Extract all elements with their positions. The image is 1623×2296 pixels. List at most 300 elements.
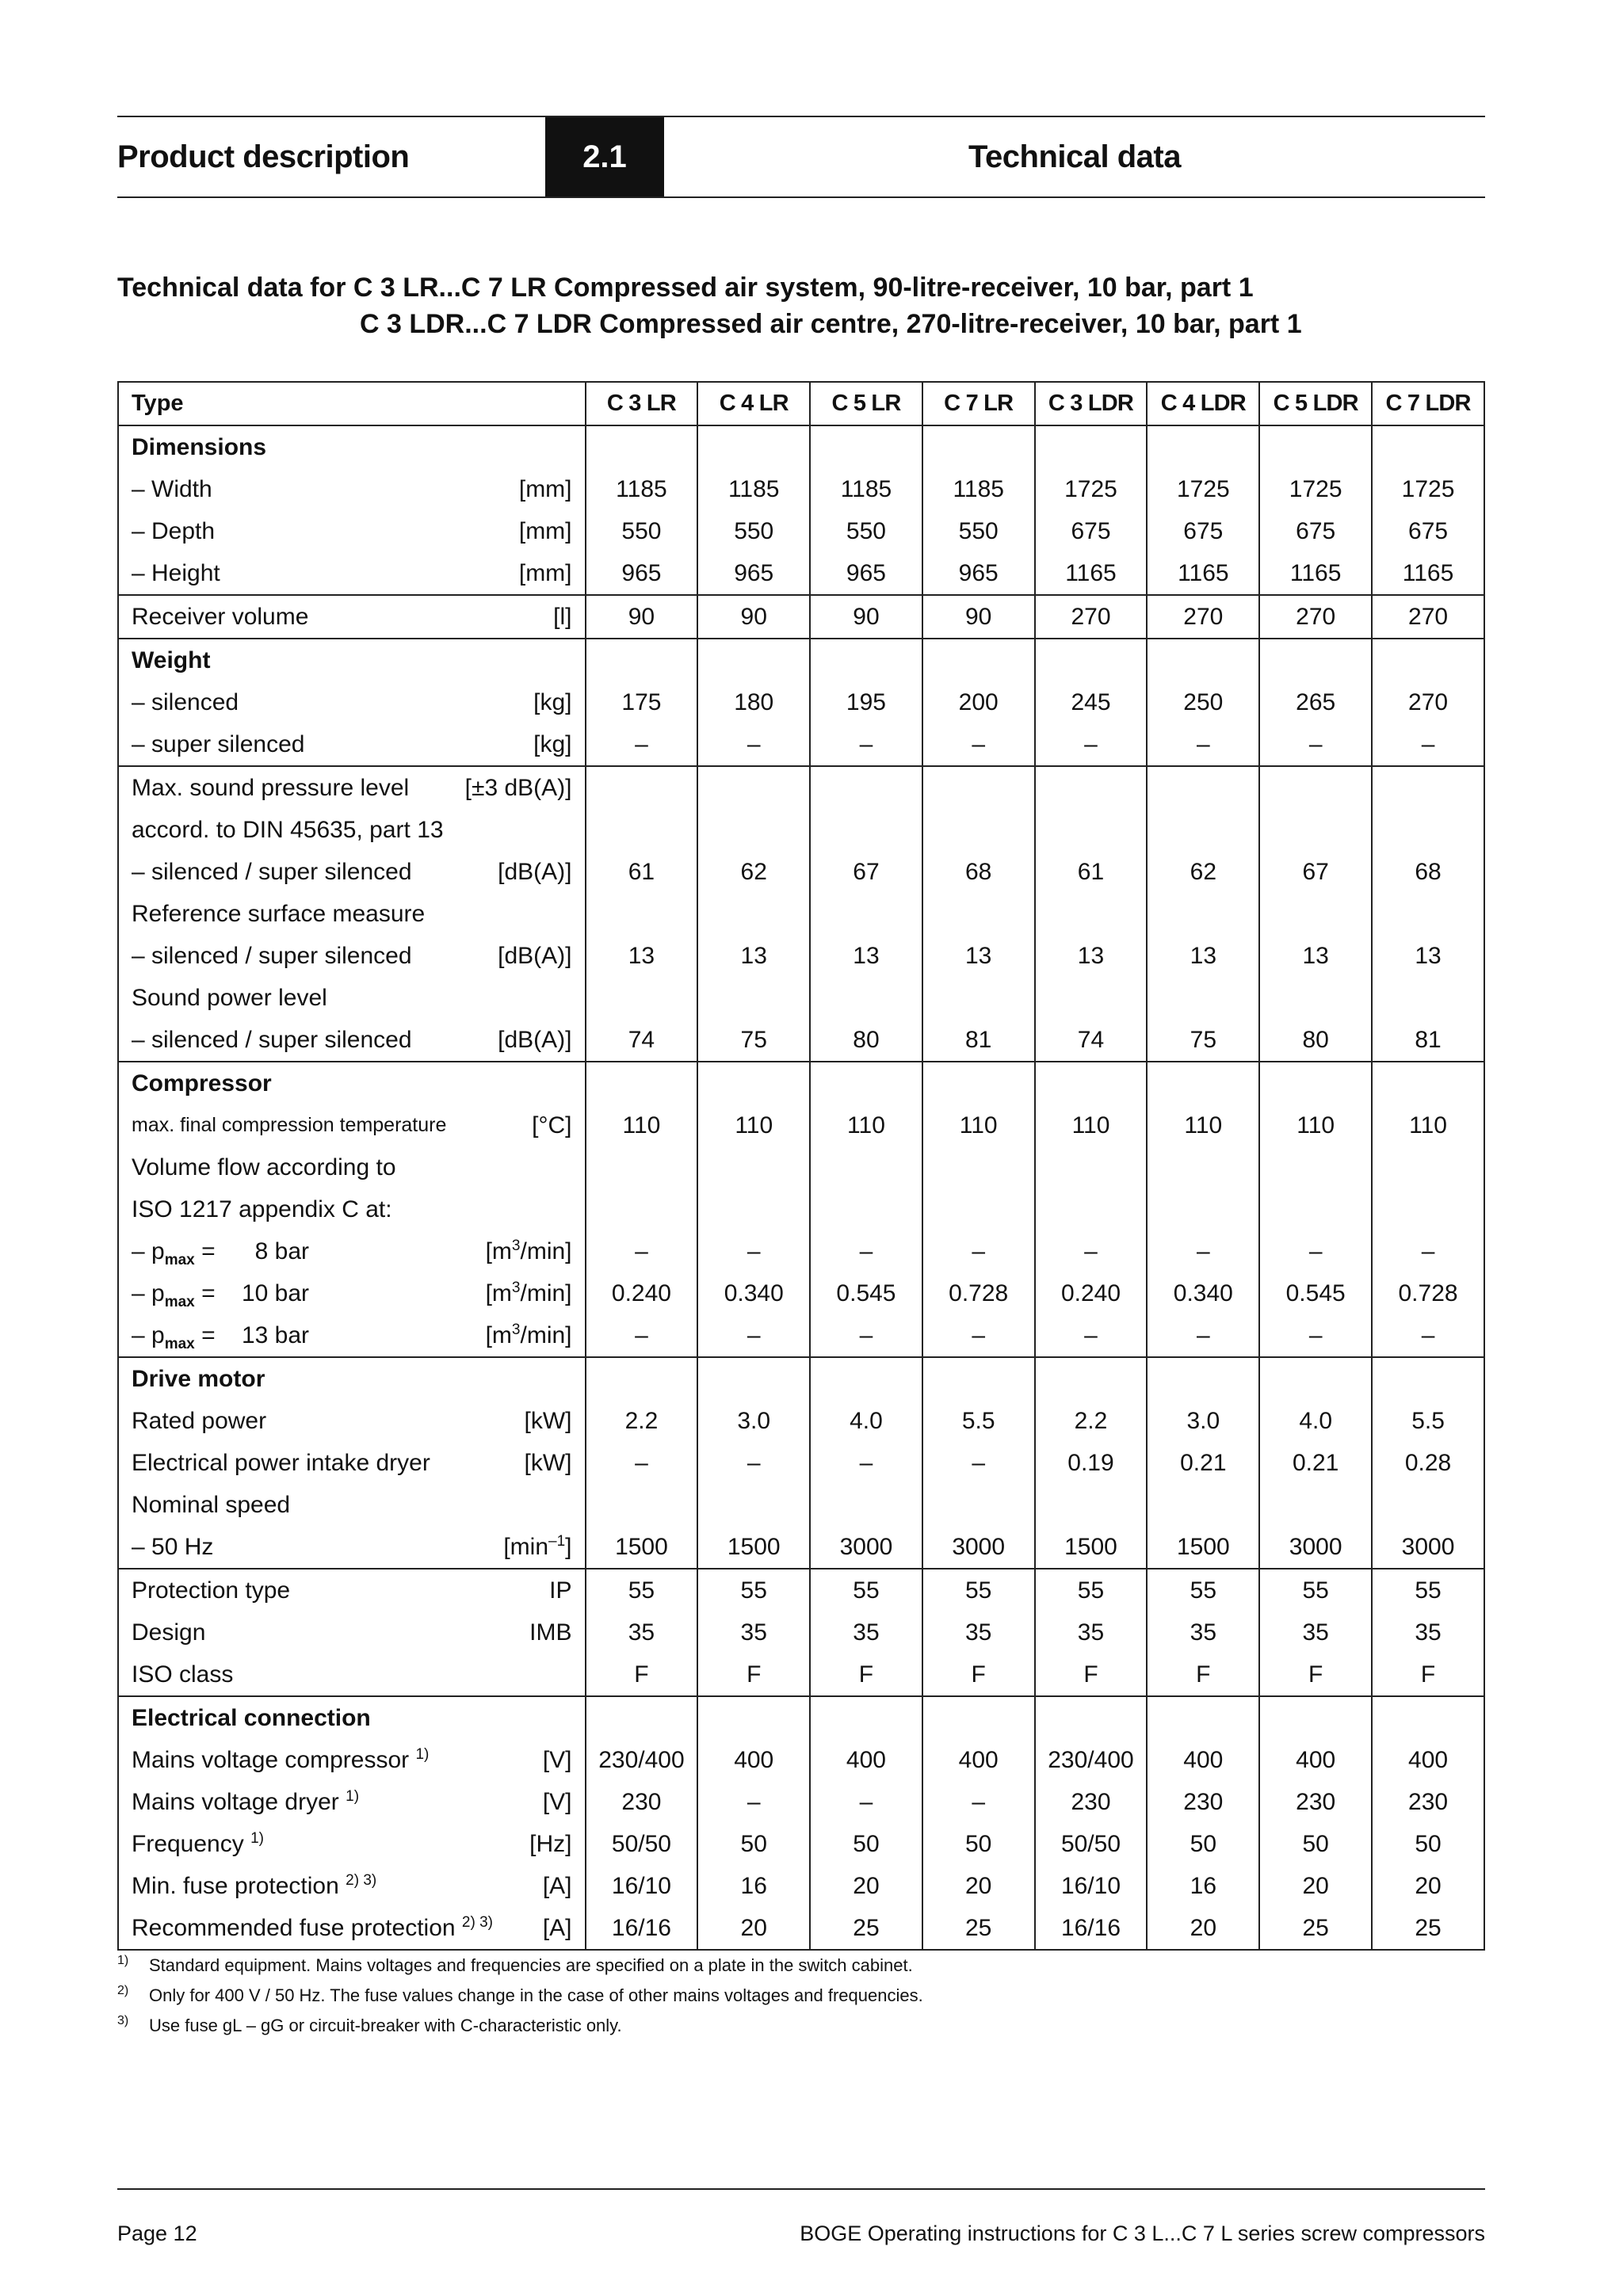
value-cell — [922, 1484, 1035, 1526]
value-cell — [1372, 809, 1484, 851]
value-cell: 0.340 — [1147, 1272, 1259, 1314]
value-cell: 50 — [697, 1823, 810, 1865]
value-cell — [810, 893, 922, 935]
value-cell: – — [810, 1442, 922, 1484]
value-cell — [586, 1357, 698, 1400]
value-cell: 81 — [1372, 1019, 1484, 1062]
value-cell — [697, 809, 810, 851]
value-cell: 55 — [1372, 1569, 1484, 1611]
value-cell: 13 — [697, 935, 810, 977]
value-cell — [697, 639, 810, 681]
table-row — [118, 1653, 1484, 1696]
row-label: Protection type — [132, 1577, 291, 1604]
value-cell: 1725 — [1147, 468, 1259, 510]
row-label: Weight — [132, 647, 211, 673]
table-row — [118, 1484, 1484, 1526]
value-cell: 1185 — [810, 468, 922, 510]
value-cell: 35 — [810, 1611, 922, 1653]
value-cell — [1035, 1484, 1148, 1526]
table-row — [118, 639, 1484, 681]
row-label: Electrical connection — [132, 1705, 371, 1731]
value-cell: 270 — [1259, 595, 1372, 639]
value-cell: – — [1372, 1230, 1484, 1272]
value-cell: 1165 — [1035, 552, 1148, 595]
value-cell: 20 — [697, 1907, 810, 1950]
value-cell: 0.28 — [1372, 1442, 1484, 1484]
value-cell — [697, 1696, 810, 1739]
value-cell: 110 — [697, 1104, 810, 1146]
row-label: Dimensions — [132, 434, 267, 460]
value-cell — [810, 809, 922, 851]
row-label: Nominal speed — [132, 1492, 291, 1518]
value-cell: 1500 — [586, 1526, 698, 1569]
row-label-cell — [118, 1314, 586, 1357]
value-cell — [1035, 639, 1148, 681]
value-cell — [697, 1188, 810, 1230]
value-cell: 25 — [1372, 1907, 1484, 1950]
value-cell — [586, 766, 698, 809]
value-cell: 50/50 — [586, 1823, 698, 1865]
row-label: – silenced / super silenced — [132, 859, 412, 885]
value-cell: 1165 — [1372, 552, 1484, 595]
row-label-cell — [118, 1739, 586, 1781]
value-cell: 13 — [1259, 935, 1372, 977]
value-cell: 110 — [1259, 1104, 1372, 1146]
value-cell — [697, 1484, 810, 1526]
row-label: Electrical power intake dryer — [132, 1450, 430, 1476]
row-label-cell — [118, 1526, 586, 1569]
value-cell: – — [1035, 1314, 1148, 1357]
value-cell: 400 — [1147, 1739, 1259, 1781]
value-cell: 550 — [586, 510, 698, 552]
footnote — [117, 1981, 1485, 2011]
value-cell — [1372, 1484, 1484, 1526]
table-row — [118, 809, 1484, 851]
value-cell: 68 — [922, 851, 1035, 893]
row-label-cell — [118, 766, 586, 809]
row-unit: [V] — [542, 1789, 572, 1815]
row-unit: [mm] — [518, 560, 572, 586]
value-cell: 55 — [810, 1569, 922, 1611]
value-cell: – — [810, 723, 922, 766]
table-row — [118, 1569, 1484, 1611]
value-cell: – — [1372, 723, 1484, 766]
value-cell — [1259, 1696, 1372, 1739]
table-row — [118, 1272, 1484, 1314]
table-row — [118, 681, 1484, 723]
value-cell: – — [922, 723, 1035, 766]
value-cell — [1147, 893, 1259, 935]
value-cell — [586, 893, 698, 935]
row-unit: [kg] — [533, 689, 572, 715]
row-label-cell — [118, 851, 586, 893]
value-cell: 3.0 — [1147, 1400, 1259, 1442]
value-cell: 110 — [1372, 1104, 1484, 1146]
value-cell — [1259, 1484, 1372, 1526]
row-label-cell — [118, 1907, 586, 1950]
row-label: Sound power level — [132, 985, 327, 1011]
value-cell: 270 — [1035, 595, 1148, 639]
value-cell — [1147, 1696, 1259, 1739]
value-cell: 550 — [922, 510, 1035, 552]
value-cell: 13 — [1147, 935, 1259, 977]
value-cell — [810, 639, 922, 681]
value-cell: 13 — [1372, 935, 1484, 977]
row-unit: [kW] — [524, 1450, 572, 1476]
value-cell: 35 — [1147, 1611, 1259, 1653]
value-cell: – — [922, 1230, 1035, 1272]
row-label-cell — [118, 1569, 586, 1611]
value-cell: – — [1147, 1230, 1259, 1272]
value-cell: 230 — [586, 1781, 698, 1823]
value-cell — [586, 639, 698, 681]
row-label-cell — [118, 1865, 586, 1907]
value-cell — [1035, 1062, 1148, 1104]
section-name: Product description — [117, 139, 410, 174]
value-cell: 0.340 — [697, 1272, 810, 1314]
value-cell — [586, 425, 698, 468]
value-cell: F — [1259, 1653, 1372, 1696]
value-cell — [810, 1357, 922, 1400]
value-cell — [1259, 766, 1372, 809]
value-cell: 110 — [1035, 1104, 1148, 1146]
value-cell — [810, 1484, 922, 1526]
value-cell — [1035, 766, 1148, 809]
row-label-cell — [118, 510, 586, 552]
page-number: Page 12 — [117, 2222, 197, 2245]
row-label-cell — [118, 1823, 586, 1865]
value-cell: 90 — [697, 595, 810, 639]
value-cell — [922, 639, 1035, 681]
row-unit: $[\min^{-1}]$ — [503, 1533, 572, 1560]
value-cell: – — [1035, 1230, 1148, 1272]
value-cell — [1259, 1188, 1372, 1230]
table-row — [118, 723, 1484, 766]
footnote — [117, 1951, 1485, 1981]
value-cell — [810, 1146, 922, 1188]
row-label: Compressor — [132, 1070, 272, 1097]
row-unit: $[m^3/\min]$ — [485, 1280, 572, 1306]
value-cell — [1259, 809, 1372, 851]
table-row — [118, 1104, 1484, 1146]
table-row — [118, 1146, 1484, 1188]
value-cell: – — [1147, 723, 1259, 766]
value-cell: 16 — [697, 1865, 810, 1907]
table-row — [118, 1314, 1484, 1357]
value-cell: 16 — [1147, 1865, 1259, 1907]
value-cell — [697, 425, 810, 468]
value-cell: 13 — [1035, 935, 1148, 977]
row-label-cell — [118, 1272, 586, 1314]
value-cell: – — [1035, 723, 1148, 766]
table-row — [118, 595, 1484, 639]
row-label-cell — [118, 809, 586, 851]
value-cell: 75 — [697, 1019, 810, 1062]
row-label-cell — [118, 977, 586, 1019]
value-cell — [1147, 1146, 1259, 1188]
value-cell: 5.5 — [922, 1400, 1035, 1442]
value-cell: 400 — [1259, 1739, 1372, 1781]
row-label-cell — [118, 935, 586, 977]
value-cell — [1372, 639, 1484, 681]
value-cell — [810, 1188, 922, 1230]
value-cell: 0.728 — [922, 1272, 1035, 1314]
row-label: Mains voltage compressor $^{1)}$ — [132, 1746, 430, 1773]
table-row — [118, 1442, 1484, 1484]
footnote-text: Use fuse gL – gG or circuit-breaker with C-characteristic only. — [149, 2016, 622, 2035]
value-cell: – — [810, 1230, 922, 1272]
value-cell: 1500 — [1035, 1526, 1148, 1569]
value-cell: 230 — [1372, 1781, 1484, 1823]
value-cell: 230 — [1035, 1781, 1148, 1823]
table-row — [118, 1739, 1484, 1781]
value-cell: 250 — [1147, 681, 1259, 723]
value-cell: 245 — [1035, 681, 1148, 723]
value-cell: F — [1372, 1653, 1484, 1696]
value-cell: 25 — [1259, 1907, 1372, 1950]
footnote-mark: 3) — [117, 2014, 129, 2027]
value-cell — [586, 1696, 698, 1739]
row-label-cell — [118, 1400, 586, 1442]
value-cell: 81 — [922, 1019, 1035, 1062]
value-cell: 270 — [1372, 681, 1484, 723]
value-cell — [810, 977, 922, 1019]
value-cell: 55 — [697, 1569, 810, 1611]
row-label-cell — [118, 595, 586, 639]
row-unit: [kW] — [524, 1408, 572, 1434]
value-cell: 50 — [810, 1823, 922, 1865]
value-cell: 230 — [1259, 1781, 1372, 1823]
row-label: – silenced / super silenced — [132, 943, 412, 969]
value-cell: 550 — [810, 510, 922, 552]
row-label-cell — [118, 1146, 586, 1188]
value-cell: – — [810, 1314, 922, 1357]
table-row — [118, 977, 1484, 1019]
value-cell — [922, 809, 1035, 851]
value-cell: 965 — [922, 552, 1035, 595]
value-cell: 180 — [697, 681, 810, 723]
value-cell — [586, 1062, 698, 1104]
value-cell — [697, 1357, 810, 1400]
value-cell: 400 — [810, 1739, 922, 1781]
row-unit: [±3 dB(A)] — [464, 775, 572, 801]
value-cell — [922, 1696, 1035, 1739]
value-cell — [1035, 809, 1148, 851]
value-cell: – — [922, 1314, 1035, 1357]
value-cell: F — [1035, 1653, 1148, 1696]
value-cell: 1185 — [922, 468, 1035, 510]
table-row — [118, 1188, 1484, 1230]
value-cell: 62 — [697, 851, 810, 893]
value-cell: 80 — [810, 1019, 922, 1062]
section-number: 2.1 — [545, 117, 664, 196]
row-unit: [dB(A)] — [498, 1027, 572, 1053]
table-row — [118, 1357, 1484, 1400]
value-cell — [1035, 1696, 1148, 1739]
value-cell: 4.0 — [810, 1400, 922, 1442]
value-cell: 0.240 — [1035, 1272, 1148, 1314]
value-cell — [810, 425, 922, 468]
value-cell: 74 — [586, 1019, 698, 1062]
value-cell: 5.5 — [1372, 1400, 1484, 1442]
table-row — [118, 1062, 1484, 1104]
section-title: Technical data — [968, 139, 1181, 174]
value-cell — [1035, 1146, 1148, 1188]
value-cell: 35 — [922, 1611, 1035, 1653]
value-cell — [1147, 977, 1259, 1019]
value-cell: 110 — [586, 1104, 698, 1146]
value-cell: – — [697, 1442, 810, 1484]
value-cell — [810, 1696, 922, 1739]
row-unit: [dB(A)] — [498, 943, 572, 969]
value-cell: F — [1147, 1653, 1259, 1696]
value-cell: 270 — [1372, 595, 1484, 639]
table-row — [118, 766, 1484, 809]
row-unit: IMB — [529, 1619, 572, 1646]
row-label: Frequency $^{1)}$ — [132, 1830, 264, 1857]
value-cell: 16/16 — [1035, 1907, 1148, 1950]
row-unit: IP — [549, 1577, 572, 1604]
value-cell — [1147, 1188, 1259, 1230]
table-row — [118, 1781, 1484, 1823]
document-title — [117, 269, 1485, 342]
row-label: Reference surface measure — [132, 901, 426, 927]
row-label-cell — [118, 681, 586, 723]
value-cell: 1185 — [697, 468, 810, 510]
row-unit: [V] — [542, 1747, 572, 1773]
value-cell — [586, 977, 698, 1019]
value-cell: 965 — [810, 552, 922, 595]
value-cell: 230/400 — [586, 1739, 698, 1781]
value-cell: – — [922, 1442, 1035, 1484]
value-cell — [922, 1357, 1035, 1400]
value-cell: 3000 — [922, 1526, 1035, 1569]
value-cell: 68 — [1372, 851, 1484, 893]
value-cell: – — [922, 1781, 1035, 1823]
table-header-row — [118, 382, 1484, 425]
value-cell — [1372, 1696, 1484, 1739]
value-cell: 195 — [810, 681, 922, 723]
row-label: ISO class — [132, 1661, 234, 1688]
value-cell: 965 — [697, 552, 810, 595]
value-cell: 35 — [586, 1611, 698, 1653]
value-cell: – — [697, 1314, 810, 1357]
value-cell — [1035, 1188, 1148, 1230]
table-row — [118, 935, 1484, 977]
row-label: Min. fuse protection $^{2) 3)}$ — [132, 1872, 377, 1899]
row-unit: [kg] — [533, 731, 572, 757]
value-cell: 13 — [922, 935, 1035, 977]
value-cell — [922, 766, 1035, 809]
value-cell — [1035, 977, 1148, 1019]
table-row — [118, 1823, 1484, 1865]
row-label-cell — [118, 639, 586, 681]
row-label: Recommended fuse protection $^{2) 3)}$ — [132, 1914, 493, 1941]
value-cell: – — [1259, 1230, 1372, 1272]
value-cell: 13 — [586, 935, 698, 977]
table-row — [118, 1019, 1484, 1062]
title-line-2: C 3 LDR...C 7 LDR Compressed air centre, 270-litre-receiver, 10 bar, part 1 — [360, 309, 1302, 339]
value-cell — [697, 1146, 810, 1188]
value-cell: – — [586, 1230, 698, 1272]
value-cell: 25 — [810, 1907, 922, 1950]
value-cell: 175 — [586, 681, 698, 723]
value-cell: F — [810, 1653, 922, 1696]
row-unit: $[m^3/\min]$ — [485, 1322, 572, 1348]
row-label: accord. to DIN 45635, part 13 — [132, 817, 444, 843]
value-cell: 20 — [922, 1865, 1035, 1907]
value-cell: 1725 — [1035, 468, 1148, 510]
type-header: Type — [118, 382, 586, 425]
value-cell: 55 — [586, 1569, 698, 1611]
value-cell: 61 — [586, 851, 698, 893]
value-cell: – — [586, 1314, 698, 1357]
value-cell: 675 — [1035, 510, 1148, 552]
value-cell: – — [1372, 1314, 1484, 1357]
value-cell: 1725 — [1259, 468, 1372, 510]
value-cell: 55 — [1259, 1569, 1372, 1611]
value-cell: 35 — [697, 1611, 810, 1653]
value-cell — [1259, 1357, 1372, 1400]
row-label: – Width — [132, 476, 212, 502]
value-cell: 1500 — [1147, 1526, 1259, 1569]
value-cell: 50 — [922, 1823, 1035, 1865]
value-cell: 675 — [1372, 510, 1484, 552]
value-cell — [922, 893, 1035, 935]
value-cell — [1147, 1062, 1259, 1104]
value-cell: 0.240 — [586, 1272, 698, 1314]
row-label: – Height — [132, 560, 220, 586]
value-cell — [586, 809, 698, 851]
value-cell: 90 — [810, 595, 922, 639]
table-row — [118, 1230, 1484, 1272]
row-unit: $[m^3/\min]$ — [485, 1238, 572, 1264]
row-unit: [Hz] — [529, 1831, 572, 1857]
value-cell — [1372, 1357, 1484, 1400]
value-cell: 3000 — [1259, 1526, 1372, 1569]
value-cell: 55 — [1147, 1569, 1259, 1611]
row-label: Mains voltage dryer $^{1)}$ — [132, 1788, 360, 1815]
value-cell: – — [697, 1781, 810, 1823]
value-cell: – — [586, 723, 698, 766]
footnotes — [117, 1951, 1485, 2041]
row-label-cell — [118, 1442, 586, 1484]
row-label: – Depth — [132, 518, 216, 544]
value-cell — [922, 1188, 1035, 1230]
row-unit: [mm] — [518, 518, 572, 544]
value-cell — [810, 766, 922, 809]
value-cell: 35 — [1372, 1611, 1484, 1653]
value-cell — [810, 1062, 922, 1104]
value-cell: 50 — [1372, 1823, 1484, 1865]
row-label-cell — [118, 1357, 586, 1400]
value-cell — [1259, 639, 1372, 681]
footnote-mark: 2) — [117, 1984, 129, 1997]
value-cell — [1259, 893, 1372, 935]
row-unit: [mm] — [518, 476, 572, 502]
value-cell: 1500 — [697, 1526, 810, 1569]
value-cell: 2.2 — [1035, 1400, 1148, 1442]
value-cell: 230 — [1147, 1781, 1259, 1823]
row-label-cell — [118, 1781, 586, 1823]
row-unit: [l] — [553, 604, 572, 630]
value-cell — [1259, 425, 1372, 468]
value-cell — [1372, 1062, 1484, 1104]
row-label: Drive motor — [132, 1366, 265, 1392]
value-cell: 400 — [1372, 1739, 1484, 1781]
row-unit: [A] — [542, 1873, 572, 1899]
value-cell: 20 — [1372, 1865, 1484, 1907]
